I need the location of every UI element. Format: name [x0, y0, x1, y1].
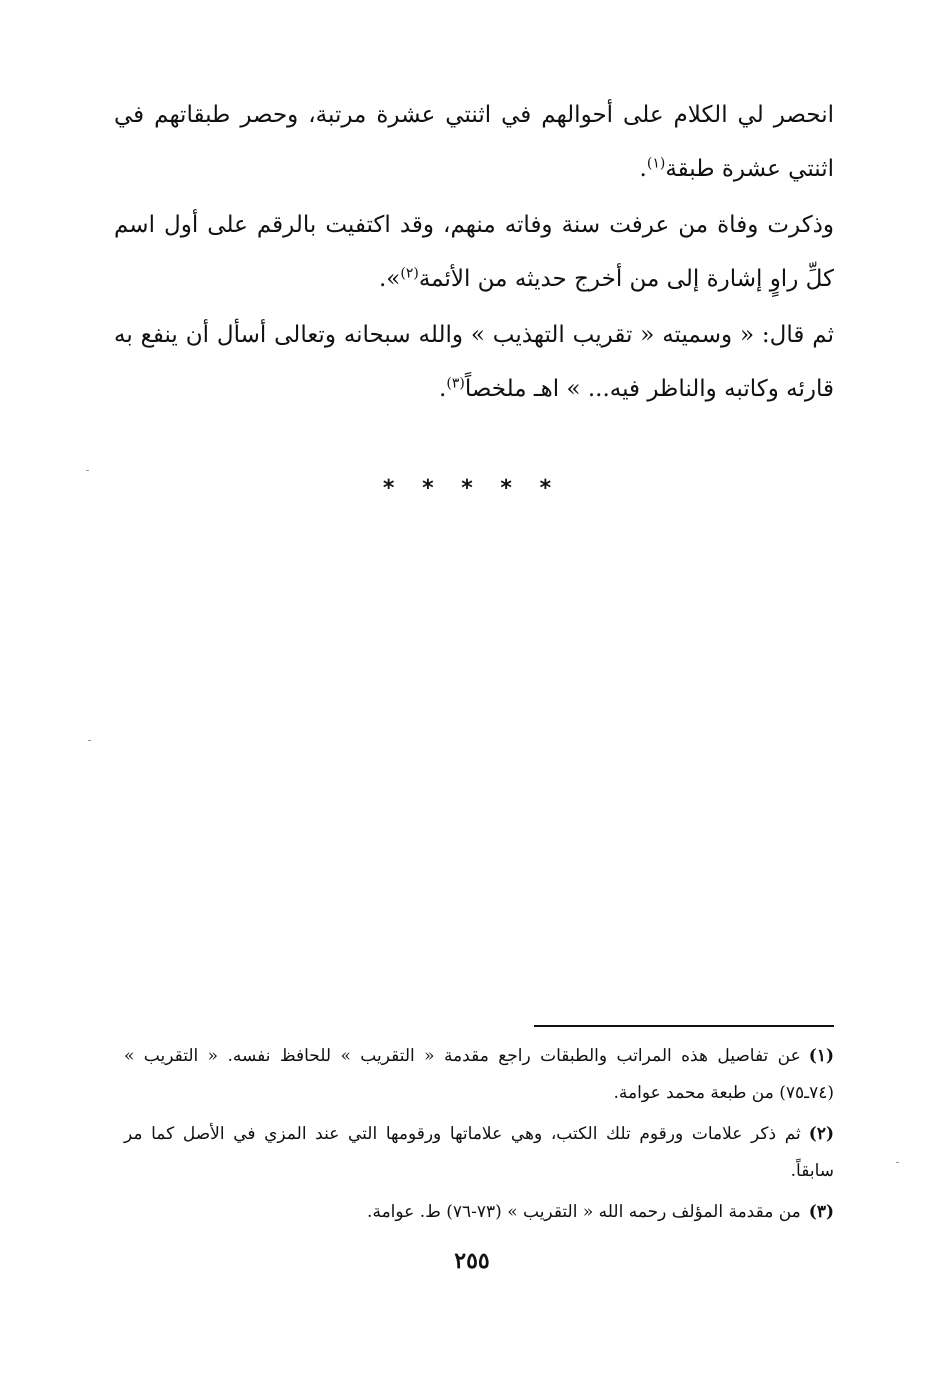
scan-speck [896, 1162, 899, 1163]
section-separator: * * * * * [382, 476, 562, 501]
footnote-3 [124, 1194, 834, 1231]
paragraph-tail: . [639, 156, 647, 182]
body-paragraph-2 [114, 198, 834, 306]
footnote-text: ثم ذكر علامات ورقوم تلك الكتب، وهي علاماتها ورقومها التي عند المزي في الأصل كما مر سابقاً. [124, 1124, 834, 1181]
footnote-2 [124, 1116, 834, 1190]
paragraph-text: انحصر لي الكلام على أحوالهم في اثنتي عشرة مرتبة، وحصر طبقاتهم في اثنتي عشرة طبقة [114, 102, 834, 182]
paragraph-tail: ». [378, 266, 401, 292]
scan-speck [88, 740, 91, 741]
footnote-reference-1: (١) [646, 155, 666, 172]
footnote-number: (٣) [808, 1202, 834, 1222]
page-number: ٢٥٥ [454, 1248, 490, 1274]
footnote-text: عن تفاصيل هذه المراتب والطبقات راجع مقدمة « التقريب » للحافظ نفسه. « التقريب » (٧٤ـ٧٥) من طبعة محمد عوامة. [124, 1046, 834, 1103]
footnote-number: (١) [808, 1046, 834, 1066]
body-paragraph-3 [114, 308, 834, 416]
paragraph-tail: . [439, 376, 447, 402]
footnote-text: من مقدمة المؤلف رحمه الله « التقريب » (٧٣-٧٦) ط. عوامة. [367, 1202, 801, 1222]
paragraph-text: ثم قال: « وسميته « تقريب التهذيب » والله سبحانه وتعالى أسأل أن ينفع به قارئه وكاتبه والناظر فيه... » اهـ ملخصاً [114, 322, 834, 402]
footnote-divider [534, 1025, 834, 1027]
footnote-reference-2: (٢) [400, 265, 419, 282]
footnote-1 [124, 1038, 834, 1112]
footnote-number: (٢) [808, 1124, 834, 1144]
body-paragraph-1 [114, 88, 834, 196]
scan-speck [86, 470, 89, 471]
paragraph-text: وذكرت وفاة من عرفت سنة وفاته منهم، وقد اكتفيت بالرقم على أول اسم كلِّ راوٍ إشارة إلى من أخرج حديثه من الأئمة [114, 212, 834, 292]
footnote-reference-3: (٣) [446, 375, 465, 392]
footnotes [124, 1038, 834, 1235]
